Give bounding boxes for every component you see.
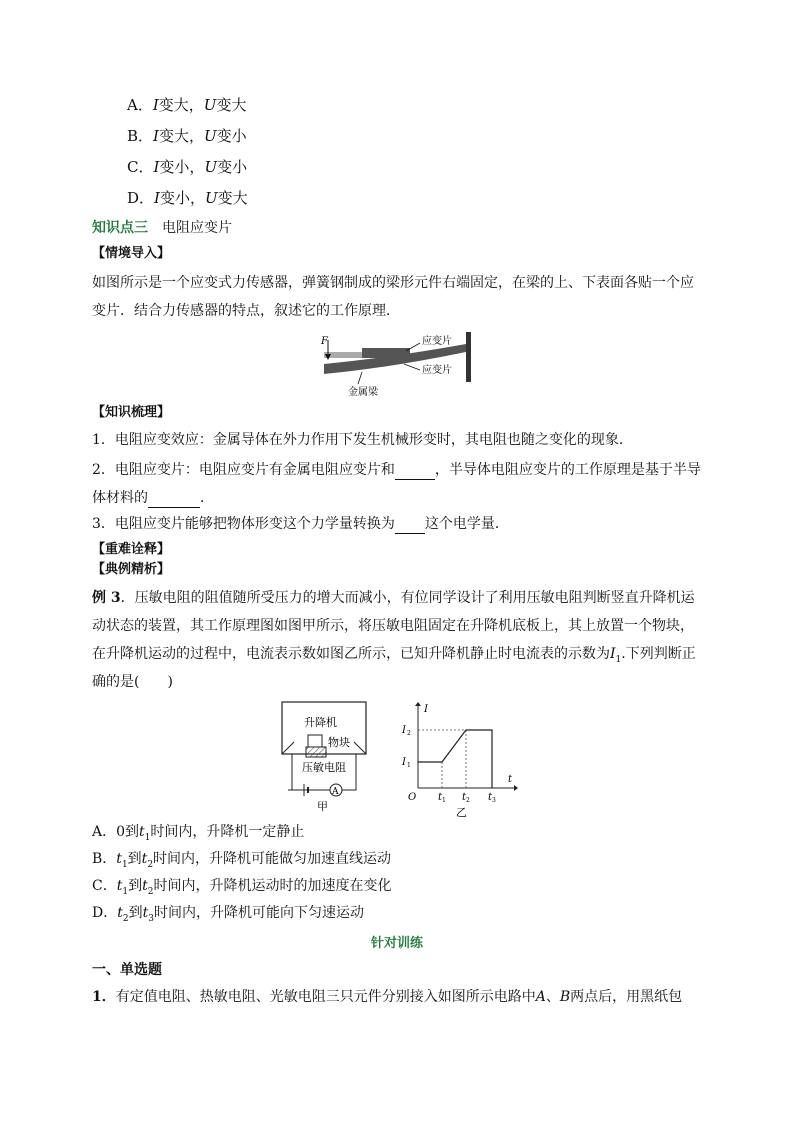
tick-label-i2	[401, 725, 411, 737]
knowledge-2: 2．电阻应变片：电阻应变片有金属电阻应变片和 ，半导体电阻应变片的工作原理是基于半导	[92, 462, 701, 478]
current-curve	[418, 730, 492, 788]
option-b: B．I变大，U变小	[127, 127, 247, 145]
knowledge-1: 1．电阻应变效应：金属导体在外力作用下发生机械形变时，其电阻也随之变化的现象．	[92, 432, 633, 448]
blank-1[interactable]	[395, 465, 435, 480]
block-label: 物块	[328, 736, 350, 749]
tick-label-i1	[401, 757, 411, 769]
tick-label-t3	[488, 792, 496, 804]
example-line-3: 在升降机运动的过程中，电流表示数如图乙所示，已知升降机静止时电流表的示数为$I_1$.下列判断正	[92, 646, 696, 665]
svg-text:t: t	[462, 792, 467, 803]
example-line-2: 动状态的装置，其工作原理图如图甲所示，将压敏电阻固定在升降机底板上，其上放置一个物块，	[92, 618, 694, 634]
caption-yi: 乙	[456, 806, 467, 819]
svg-text:I: I	[402, 757, 406, 768]
force-label: F	[321, 336, 328, 347]
svg-text:1: 1	[442, 797, 446, 804]
svg-text:3: 3	[492, 797, 496, 804]
strain-gauge-figure	[318, 328, 480, 400]
option-c: C．I变小，U变小	[127, 158, 248, 176]
section-heading: 知识点三 电阻应变片	[92, 220, 232, 236]
option-d: D．I变小，U变大	[127, 189, 248, 207]
tick-label-t2	[462, 792, 470, 804]
question-1: 1．有定值电阻、热敏电阻、光敏电阻三只元件分别接入如图所示电路中A、B两点后，用黑纸包	[92, 989, 683, 1005]
tick-label-t1	[438, 792, 446, 804]
figure-jia	[278, 698, 378, 820]
blank-3[interactable]	[395, 519, 425, 534]
knowledge-heading: 【知识梳理】	[92, 405, 171, 420]
difficulty-heading: 【重难诠释】	[92, 542, 171, 557]
answer-option-a[interactable]: A．0到$t_1$时间内，升降机一定静止	[92, 824, 305, 843]
gauge-bottom-label: 应变片	[422, 365, 452, 376]
example-line-4: 确的是( )	[92, 674, 173, 690]
single-choice-heading: 一、单选题	[92, 962, 162, 978]
beam-label: 金属梁	[348, 387, 378, 398]
gauge-top-label: 应变片	[422, 336, 452, 347]
svg-text:2: 2	[407, 730, 411, 737]
intro-heading: 【情境导入】	[92, 246, 171, 261]
x-axis-label: t	[508, 774, 513, 785]
example-line-1: 例 3．压敏电阻的阻值随所受压力的增大而减小，有位同学设计了利用压敏电阻判断竖直升降机运	[92, 590, 695, 606]
knowledge-2b: 体材料的 ．	[92, 490, 214, 506]
answer-option-d[interactable]: D．$t_2$到$t_3$时间内，升降机可能向下匀速运动	[92, 905, 364, 924]
training-title: 针对训练	[370, 936, 423, 951]
intro-text-1: 如图所示是一个应变式力传感器，弹簧钢制成的梁形元件右端固定，在梁的上、下表面各贴一个应	[92, 275, 694, 291]
svg-text:t: t	[438, 792, 443, 803]
example-heading: 【典例精析】	[92, 562, 171, 577]
svg-text:2: 2	[466, 797, 470, 804]
blank-2[interactable]	[148, 493, 200, 508]
answer-option-c[interactable]: C．$t_1$到$t_2$时间内，升降机运动时的加速度在变化	[92, 878, 392, 897]
y-axis-label: I	[424, 704, 428, 715]
caption-jia: 甲	[317, 800, 328, 813]
figure-yi-chart	[396, 702, 518, 822]
ammeter-label: A	[332, 787, 339, 797]
svg-text:1: 1	[407, 762, 411, 769]
resistor-label: 压敏电阻	[302, 761, 346, 774]
intro-text-2: 变片．结合力传感器的特点，叙述它的工作原理．	[92, 303, 400, 319]
option-a: A．I变大，U变大	[127, 96, 247, 114]
elevator-label: 升降机	[304, 716, 337, 729]
knowledge-3: 3．电阻应变片能够把物体形变这个力学量转换为 这个电学量．	[92, 516, 509, 532]
answer-option-b[interactable]: B．$t_1$到$t_2$时间内，升降机可能做匀加速直线运动	[92, 851, 392, 870]
svg-text:t: t	[488, 792, 493, 803]
origin-label: O	[408, 792, 417, 803]
svg-text:I: I	[402, 725, 406, 736]
